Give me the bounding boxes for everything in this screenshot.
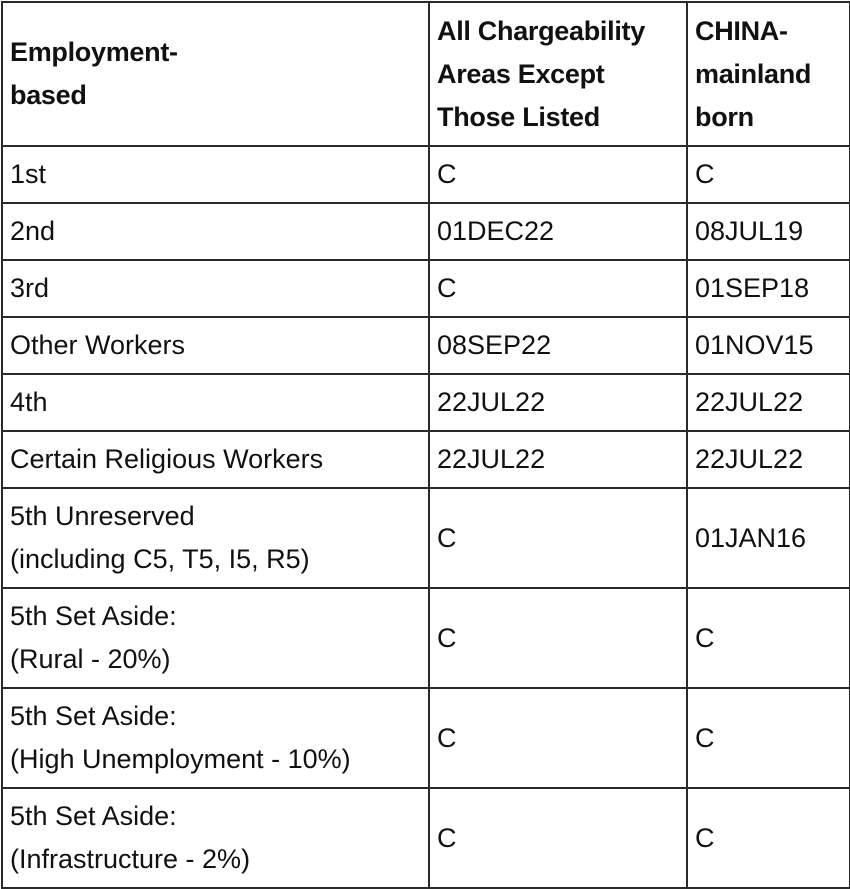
table-header-row bbox=[2, 2, 850, 146]
table-row bbox=[2, 146, 850, 203]
category-cell: 5th Set Aside: (High Unemployment - 10%) bbox=[2, 688, 429, 788]
table-row bbox=[2, 688, 850, 788]
header-china-mainland-born: CHINA- mainland born bbox=[687, 2, 850, 146]
table-row bbox=[2, 260, 850, 317]
china-cell: 08JUL19 bbox=[687, 203, 850, 260]
all-areas-cell: C bbox=[429, 146, 687, 203]
china-cell: C bbox=[687, 146, 850, 203]
all-areas-cell: 08SEP22 bbox=[429, 317, 687, 374]
table-row bbox=[2, 588, 850, 688]
category-cell: 2nd bbox=[2, 203, 429, 260]
china-cell: C bbox=[687, 588, 850, 688]
category-cell: Other Workers bbox=[2, 317, 429, 374]
category-cell: 5th Set Aside: (Rural - 20%) bbox=[2, 588, 429, 688]
china-cell: 22JUL22 bbox=[687, 431, 850, 488]
table-row bbox=[2, 788, 850, 888]
all-areas-cell: C bbox=[429, 788, 687, 888]
category-cell: 1st bbox=[2, 146, 429, 203]
table-row bbox=[2, 431, 850, 488]
header-all-chargeability-areas: All Chargeability Areas Except Those Listed bbox=[429, 2, 687, 146]
table-row bbox=[2, 317, 850, 374]
final-action-dates-table bbox=[1, 1, 850, 889]
all-areas-cell: 01DEC22 bbox=[429, 203, 687, 260]
china-cell: 22JUL22 bbox=[687, 374, 850, 431]
table-row bbox=[2, 488, 850, 588]
all-areas-cell: 22JUL22 bbox=[429, 431, 687, 488]
category-cell: 5th Set Aside: (Infrastructure - 2%) bbox=[2, 788, 429, 888]
china-cell: 01NOV15 bbox=[687, 317, 850, 374]
table-row bbox=[2, 203, 850, 260]
all-areas-cell: 22JUL22 bbox=[429, 374, 687, 431]
all-areas-cell: C bbox=[429, 260, 687, 317]
all-areas-cell: C bbox=[429, 588, 687, 688]
table-row bbox=[2, 374, 850, 431]
china-cell: C bbox=[687, 688, 850, 788]
category-cell: Certain Religious Workers bbox=[2, 431, 429, 488]
china-cell: 01JAN16 bbox=[687, 488, 850, 588]
category-cell: 3rd bbox=[2, 260, 429, 317]
china-cell: C bbox=[687, 788, 850, 888]
china-cell: 01SEP18 bbox=[687, 260, 850, 317]
all-areas-cell: C bbox=[429, 688, 687, 788]
category-cell: 4th bbox=[2, 374, 429, 431]
category-cell: 5th Unreserved (including C5, T5, I5, R5) bbox=[2, 488, 429, 588]
header-employment-based: Employment- based bbox=[2, 2, 429, 146]
all-areas-cell: C bbox=[429, 488, 687, 588]
